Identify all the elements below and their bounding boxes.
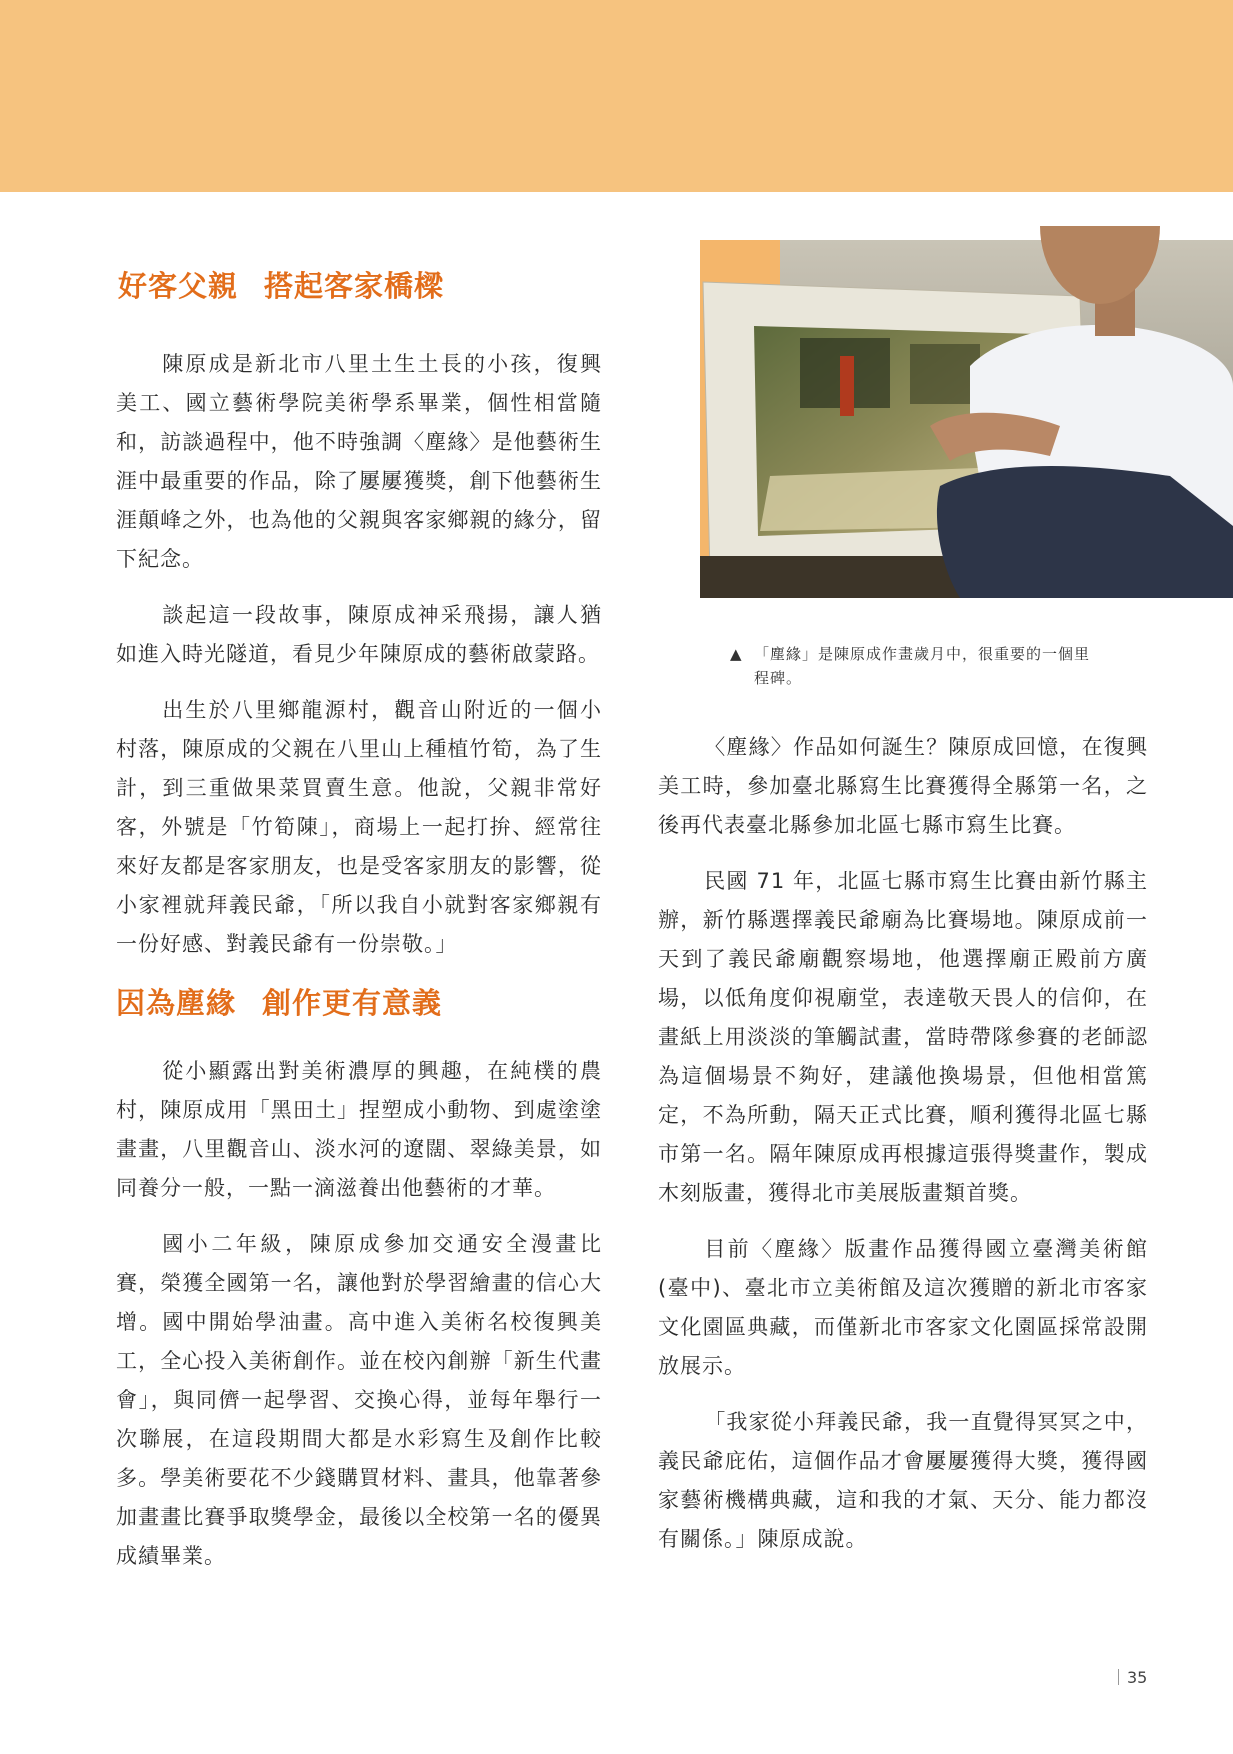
section-heading-2 (116, 981, 602, 1022)
section-heading-1 (118, 264, 602, 305)
photo-caption (730, 642, 1104, 690)
paragraph: 談起這一段故事，陳原成神采飛揚，讓人猶如進入時光隧道，看見少年陳原成的藝術啟蒙路。 (116, 603, 602, 666)
heading-2-part-b: 創作更有意義 (262, 986, 443, 1020)
right-column (658, 728, 1148, 1576)
left-column (116, 264, 602, 1593)
page-number (1118, 1668, 1147, 1687)
paragraph: 目前〈塵緣〉版畫作品獲得國立臺灣美術館(臺中)、臺北市立美術館及這次獲贈的新北市客家文化園區典藏，而僅新北市客家文化園區採常設開放展示。 (658, 1237, 1148, 1378)
paragraph: 從小顯露出對美術濃厚的興趣，在純樸的農村，陳原成用「黑田土」捏塑成小動物、到處塗塗畫畫，八里觀音山、淡水河的遼闊、翠綠美景，如同養分一般，一點一滴滋養出他藝術的才華。 (116, 1059, 602, 1200)
page-number-divider (1118, 1669, 1119, 1685)
triangle-icon: ▲ (730, 645, 743, 663)
paragraph: 民國 71 年，北區七縣市寫生比賽由新竹縣主辦，新竹縣選擇義民爺廟為比賽場地。陳原成前一天到了義民爺廟觀察場地，他選擇廟正殿前方廣場，以低角度仰視廟堂，表達敬天畏人的信仰，在畫紙上用淡淡的筆觸試畫，當時帶隊參賽的老師認為這個場景不夠好，建議他換場景，但他相當篤定，不為所動，隔天正式比賽，順利獲得北區七縣市第一名。隔年陳原成再根據這張得獎畫作，製成木刻版畫，獲得北市美展版畫類首獎。 (658, 869, 1148, 1205)
page-number-text: 35 (1127, 1668, 1148, 1687)
heading-2-part-a: 因為塵緣 (116, 986, 237, 1020)
top-color-band (0, 0, 1233, 192)
paragraph: 國小二年級，陳原成參加交通安全漫畫比賽，榮獲全國第一名，讓他對於學習繪畫的信心大增。國中開始學油畫。高中進入美術名校復興美工，全心投入美術創作。並在校內創辦「新生代畫會」，與同儕一起學習、交換心得，並每年舉行一次聯展，在這段期間大都是水彩寫生及創作比較多。學美術要花不少錢購買材料、畫具，他靠著參加畫畫比賽爭取獎學金，最後以全校第一名的優異成績畢業。 (116, 1232, 602, 1568)
caption-text: 「塵緣」是陳原成作畫歲月中，很重要的一個里程碑。 (754, 645, 1091, 687)
artist-with-print-image (700, 226, 1233, 598)
paragraph: 「我家從小拜義民爺，我一直覺得冥冥之中，義民爺庇佑，這個作品才會屢屢獲得大獎，獲得國家藝術機構典藏，這和我的才氣、天分、能力都沒有關係。」陳原成說。 (658, 1410, 1148, 1551)
heading-1-part-a: 好客父親 (118, 269, 239, 303)
paragraph: 〈塵緣〉作品如何誕生？陳原成回憶，在復興美工時，參加臺北縣寫生比賽獲得全縣第一名，之後再代表臺北縣參加北區七縣市寫生比賽。 (658, 735, 1148, 837)
paragraph: 出生於八里鄉龍源村，觀音山附近的一個小村落，陳原成的父親在八里山上種植竹筍，為了生計，到三重做果菜買賣生意。他說，父親非常好客，外號是「竹筍陳」，商場上一起打拚、經常往來好友都是客家朋友，也是受客家朋友的影響，從小家裡就拜義民爺，「所以我自小就對客家鄉親有一份好感、對義民爺有一份崇敬。」 (116, 698, 602, 956)
artist-photo (700, 226, 1233, 598)
heading-1-part-b: 搭起客家橋樑 (264, 269, 445, 303)
paragraph: 陳原成是新北市八里土生土長的小孩，復興美工、國立藝術學院美術學系畢業，個性相當隨和，訪談過程中，他不時強調〈塵緣〉是他藝術生涯中最重要的作品，除了屢屢獲獎，創下他藝術生涯顛峰之外，也為他的父親與客家鄉親的緣分，留下紀念。 (116, 352, 602, 571)
